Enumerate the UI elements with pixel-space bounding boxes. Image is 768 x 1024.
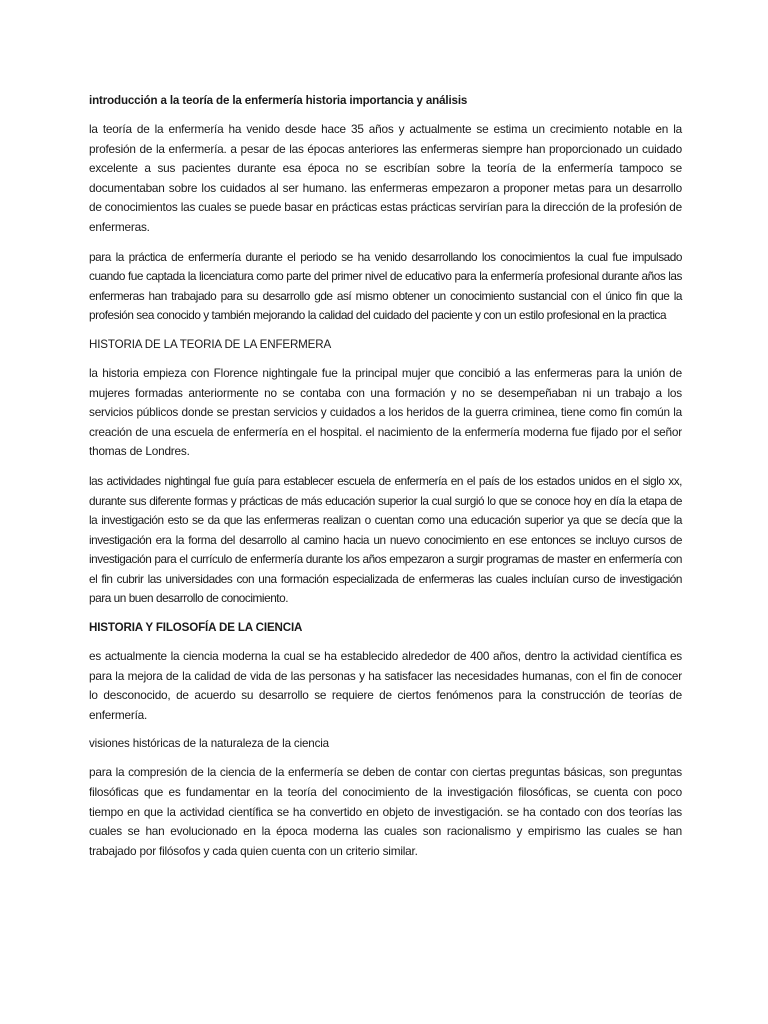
visions-paragraph: para la compresión de la ciencia de la enfermería se deben de contar con ciertas preguntas básicas, son preguntas filosóficas que es fundamentar en la teoría del conocimiento de la investigación filosóficas, se cuenta con poco tiempo en que la actividad científica se ha convertido en objeto de investigación. se ha contado con dos teorías las cuales se han evolucionado en la época moderna las cuales son racionalismo y empirismo las cuales se han trabajado por filósofos y cada quien cuenta con un criterio similar. bbox=[89, 765, 682, 858]
intro-paragraph-2: para la práctica de enfermería durante el periodo se ha venido desarrollando los conocimientos la cual fue impulsado cuando fue captada la licenciatura como parte del primer nivel de educativo para la enfermería profesional durante años las enfermeras han trabajado para su desarrollo gde así mismo obtener un conocimiento sustancial con el único fin que la profesión sea conocido y también mejorando la calidad del cuidado del paciente y con un estilo profesional en la practica bbox=[89, 249, 682, 323]
history-paragraph-1: la historia empieza con Florence nightingale fue la principal mujer que concibió a las enfermeras para la unión de mujeres formadas anteriormente no se contaba con una formación y no se desempeñaban ni un trabajo a los servicios públicos donde se prestan servicios y cuidados a los heridos de la guerra criminea, tiene como fin común la creación de una escuela de enfermería en el hospital. el nacimiento de la enfermería moderna fue fijado por el señor thomas de Londres. bbox=[89, 365, 682, 459]
section-history-title: HISTORIA DE LA TEORIA DE LA ENFERMERA bbox=[89, 337, 332, 351]
section-visions-title: visiones históricas de la naturaleza de la ciencia bbox=[89, 737, 329, 751]
document-title: introducción a la teoría de la enfermería historia importancia y análisis bbox=[89, 94, 468, 107]
philosophy-paragraph: es actualmente la ciencia moderna la cual se ha establecido alrededor de 400 años, dentro la actividad científica es para la mejora de la calidad de vida de las personas y ha satisfacer las necesidades humanas, con el fin de conocer lo desconocido, de acuerdo su desarrollo se requiere de ciertos fenómenos para la construcción de teorías de enfermería. bbox=[89, 649, 682, 722]
history-paragraph-2: las actividades nightingal fue guía para establecer escuela de enfermería en el país de los estados unidos en el siglo xx, durante sus diferente formas y prácticas de más educación superior la cual surgió lo que se conoce hoy en día la etapa de la investigación esto se da que las enfermeras realizan o cuentan como una educación superior ya que se decía que la investigación era la forma del desarrollo al camino hacia un nuevo conocimiento en ese entonces se incluyo cursos de investigación para el currículo de enfermería durante los años empezaron a surgir programas de master en enfermería con el fin cubrir las universidades con una formación especializada de enfermeras las cuales incluían curso de investigación para un buen desarrollo de conocimiento. bbox=[89, 473, 682, 606]
intro-paragraph-1: la teoría de la enfermería ha venido desde hace 35 años y actualmente se estima un crecimiento notable en la profesión de la enfermería. a pesar de las épocas anteriores las enfermeras siempre han proporcionado un cuidado excelente a sus pacientes durante esa época no se escribían sobre la teoría de la enfermería tampoco se documentaban sobre los cuidados al ser humano. las enfermeras empezaron a proponer metas para un desarrollo de conocimientos las cuales se puede basar en prácticas estas prácticas servirían para la dirección de la profesión de enfermeras. bbox=[89, 122, 682, 234]
section-philosophy-title: HISTORIA Y FILOSOFÍA DE LA CIENCIA bbox=[89, 621, 303, 635]
